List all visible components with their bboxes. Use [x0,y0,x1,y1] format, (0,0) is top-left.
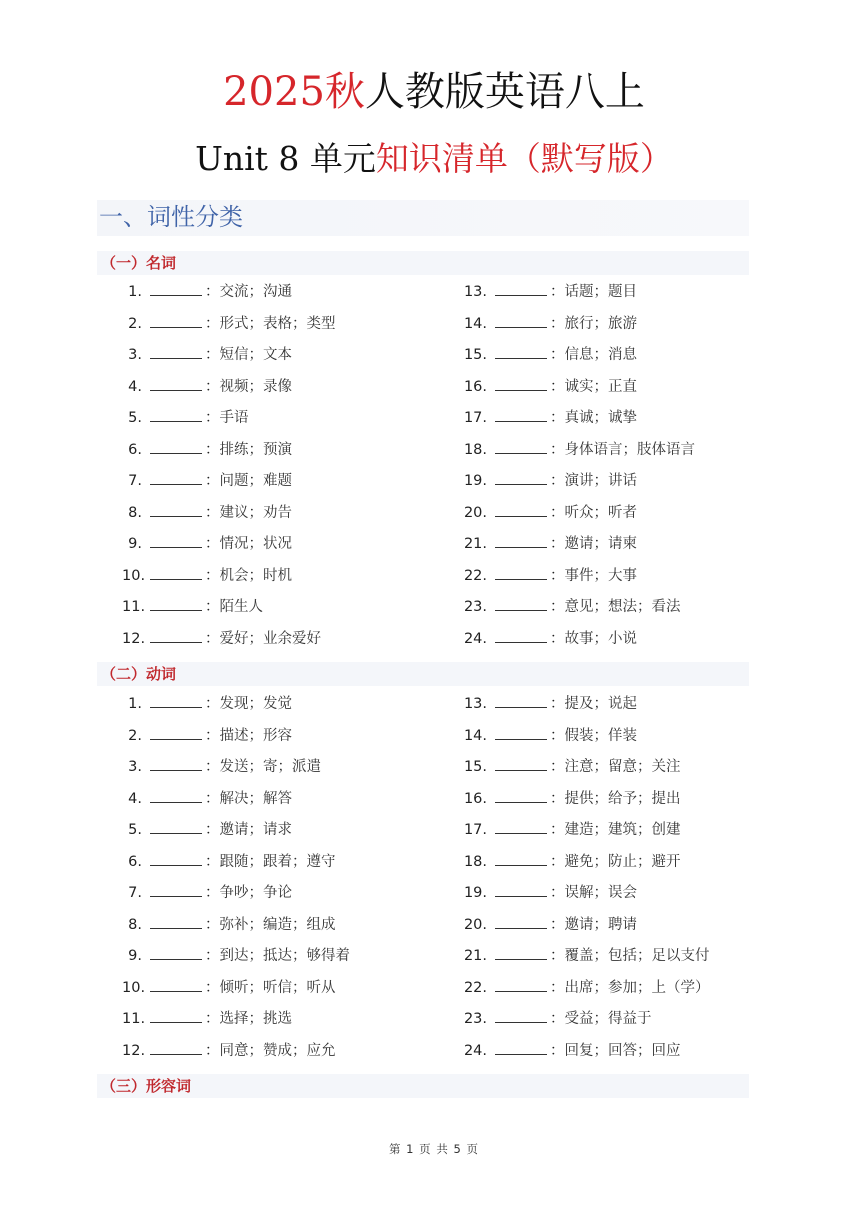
colon-separator: ： [550,885,565,901]
item-meaning: 手语 [219,410,249,426]
item-meaning: 倾听；听信；听从 [219,979,336,996]
colon-separator: ： [205,1011,220,1027]
vocab-item [122,724,292,747]
colon-separator: ： [205,853,220,870]
vocab-item [122,564,292,587]
vocab-item [463,469,637,492]
page-footer: 第 1 页 共 5 页 [389,1142,479,1156]
item-meaning: 排练；预演 [219,441,292,458]
vocab-row [0,532,868,564]
item-number: 12. [122,630,146,647]
item-meaning: 提供；给予；提出 [564,790,681,807]
title-rest: 人教版英语八上 [364,69,645,115]
vocab-item [122,438,292,461]
item-number: 5. [128,822,142,838]
answer-blank[interactable] [495,692,547,708]
vocab-item [463,818,681,841]
vocab-row [0,1039,868,1071]
answer-blank[interactable] [150,343,202,359]
answer-blank[interactable] [495,532,547,548]
colon-separator: ： [205,315,220,332]
vocab-item [122,375,292,398]
item-meaning: 到达；抵达；够得着 [219,948,350,964]
item-number: 20. [463,504,487,521]
answer-blank[interactable] [150,755,202,771]
vocab-row [0,312,868,344]
item-meaning: 交流；沟通 [219,284,292,300]
vocab-item [463,280,637,303]
item-meaning: 发送；寄；派遣 [219,759,321,775]
item-number: 15. [463,347,487,363]
answer-blank[interactable] [495,976,547,992]
answer-blank[interactable] [495,881,547,897]
colon-separator: ： [205,284,220,300]
colon-separator: ： [205,536,220,552]
answer-blank[interactable] [150,724,202,740]
item-number: 6. [128,853,142,870]
vocab-row [0,564,868,596]
item-meaning: 建造；建筑；创建 [564,822,681,838]
answer-blank[interactable] [495,724,547,740]
colon-separator: ： [205,410,220,426]
vocab-item [122,944,350,967]
colon-separator: ： [550,727,565,744]
vocab-row [0,913,868,945]
item-number: 4. [128,790,142,807]
item-number: 6. [128,441,142,458]
colon-separator: ： [550,410,565,426]
answer-blank[interactable] [150,501,202,517]
vocab-row [0,1007,868,1039]
item-number: 15. [463,759,487,775]
answer-blank[interactable] [495,280,547,296]
answer-blank[interactable] [495,1039,547,1055]
vocab-item [463,564,637,587]
answer-blank[interactable] [150,564,202,580]
vocab-row [0,755,868,787]
colon-separator: ： [550,696,565,712]
item-meaning: 邀请；请求 [219,822,292,838]
answer-blank[interactable] [495,406,547,422]
group-heading-adjectives: （三）形容词 [97,1074,749,1098]
colon-separator: ： [205,441,220,458]
answer-blank[interactable] [495,375,547,391]
colon-separator: ： [205,727,220,744]
item-meaning: 出席；参加；上（学） [564,979,710,996]
colon-separator: ： [550,1042,565,1059]
item-number: 12. [122,1042,146,1059]
item-meaning: 演讲；讲话 [564,473,637,489]
vocab-item [122,343,292,366]
colon-separator: ： [550,504,565,521]
vocab-item [122,1039,336,1062]
answer-blank[interactable] [150,944,202,960]
item-number: 1. [128,696,142,712]
vocab-item [122,755,321,778]
colon-separator: ： [550,347,565,363]
vocab-row [0,343,868,375]
answer-blank[interactable] [150,532,202,548]
answer-blank[interactable] [150,627,202,643]
vocab-row [0,501,868,533]
answer-blank[interactable] [150,1007,202,1023]
vocab-item [122,312,336,335]
item-meaning: 机会；时机 [219,567,292,584]
colon-separator: ： [550,599,565,615]
answer-blank[interactable] [495,343,547,359]
group-heading-nouns: （一）名词 [97,251,749,275]
answer-blank[interactable] [495,818,547,834]
colon-separator: ： [550,315,565,332]
item-number: 10. [122,979,146,996]
colon-separator: ： [550,284,565,300]
answer-blank[interactable] [150,818,202,834]
vocab-item [122,406,249,429]
page-subtitle [0,138,868,180]
vocab-item [463,850,681,873]
item-meaning: 同意；赞成；应允 [219,1042,336,1059]
item-meaning: 爱好；业余爱好 [219,630,321,647]
answer-blank[interactable] [495,595,547,611]
colon-separator: ： [550,853,565,870]
vocab-item [122,692,292,715]
vocab-row [0,881,868,913]
vocab-item [122,913,336,936]
vocab-item [122,976,336,999]
item-number: 10. [122,567,146,584]
vocab-item [463,692,637,715]
item-number: 24. [463,1042,487,1059]
answer-blank[interactable] [495,501,547,517]
vocab-item [122,818,292,841]
item-number: 2. [128,727,142,744]
vocab-item [463,375,637,398]
colon-separator: ： [550,790,565,807]
vocab-item [463,913,637,936]
item-number: 4. [128,378,142,395]
item-number: 16. [463,790,487,807]
vocab-item [122,595,263,618]
vocab-row [0,627,868,659]
colon-separator: ： [205,790,220,807]
colon-separator: ： [550,979,565,996]
answer-blank[interactable] [150,438,202,454]
item-meaning: 情况；状况 [219,536,292,552]
vocab-item [463,976,710,999]
title-year: 2025 [223,69,325,115]
answer-blank[interactable] [150,913,202,929]
item-number: 11. [122,1011,146,1027]
answer-blank[interactable] [495,755,547,771]
item-number: 9. [128,948,142,964]
colon-separator: ： [205,567,220,584]
vocab-item [463,501,637,524]
item-meaning: 避免；防止；避开 [564,853,681,870]
item-meaning: 视频；录像 [219,378,292,395]
item-number: 11. [122,599,146,615]
colon-separator: ： [550,916,565,933]
item-meaning: 身体语言；肢体语言 [564,441,695,458]
item-meaning: 受益；得益于 [564,1011,652,1027]
item-meaning: 短信；文本 [219,347,292,363]
item-number: 17. [463,410,487,426]
item-number: 13. [463,696,487,712]
item-meaning: 建议；劝告 [219,504,292,521]
item-number: 3. [128,759,142,775]
colon-separator: ： [550,822,565,838]
answer-blank[interactable] [150,692,202,708]
answer-blank[interactable] [150,595,202,611]
vocab-item [122,532,292,555]
item-number: 3. [128,347,142,363]
colon-separator: ： [550,536,565,552]
item-number: 8. [128,504,142,521]
colon-separator: ： [205,473,220,489]
colon-separator: ： [550,1011,565,1027]
colon-separator: ： [205,347,220,363]
vocab-row [0,944,868,976]
vocab-row [0,850,868,882]
title-term: 秋 [324,69,365,115]
vocab-item [122,501,292,524]
item-meaning: 事件；大事 [564,567,637,584]
item-number: 16. [463,378,487,395]
answer-blank[interactable] [150,850,202,866]
colon-separator: ： [205,948,220,964]
answer-blank[interactable] [495,1007,547,1023]
vocab-row [0,976,868,1008]
colon-separator: ： [205,979,220,996]
item-number: 13. [463,284,487,300]
vocab-item [463,312,637,335]
colon-separator: ： [205,630,220,647]
answer-blank[interactable] [495,944,547,960]
vocab-item [463,1039,681,1062]
item-meaning: 形式；表格；类型 [219,315,336,332]
answer-blank[interactable] [495,913,547,929]
subtitle-highlight: 知识清单（默写版） [375,139,673,178]
answer-blank[interactable] [495,627,547,643]
item-number: 1. [128,284,142,300]
vocab-item [122,469,292,492]
answer-blank[interactable] [150,280,202,296]
item-number: 9. [128,536,142,552]
item-number: 18. [463,441,487,458]
vocab-row [0,595,868,627]
item-meaning: 解决；解答 [219,790,292,807]
answer-blank[interactable] [150,375,202,391]
item-number: 7. [128,885,142,901]
item-number: 5. [128,410,142,426]
item-number: 22. [463,567,487,584]
vocab-item [463,944,710,967]
vocab-item [463,595,681,618]
colon-separator: ： [550,378,565,395]
item-meaning: 陌生人 [219,599,263,615]
vocab-item [463,755,681,778]
item-meaning: 信息；消息 [564,347,637,363]
vocab-row [0,280,868,312]
item-meaning: 回复；回答；回应 [564,1042,681,1059]
item-meaning: 故事；小说 [564,630,637,647]
item-meaning: 选择；挑选 [219,1011,292,1027]
vocab-item [122,787,292,810]
item-meaning: 描述；形容 [219,727,292,744]
item-number: 20. [463,916,487,933]
answer-blank[interactable] [150,976,202,992]
answer-blank[interactable] [495,469,547,485]
group-heading-verbs: （二）动词 [97,662,749,686]
item-number: 23. [463,599,487,615]
item-number: 14. [463,315,487,332]
answer-blank[interactable] [495,564,547,580]
vocab-item [122,627,321,650]
item-number: 14. [463,727,487,744]
colon-separator: ： [550,441,565,458]
answer-blank[interactable] [150,1039,202,1055]
item-meaning: 邀请；聘请 [564,916,637,933]
item-meaning: 提及；说起 [564,696,637,712]
vocab-item [463,881,637,904]
item-number: 22. [463,979,487,996]
colon-separator: ： [550,759,565,775]
item-meaning: 覆盖；包括；足以支付 [564,948,710,964]
vocab-item [122,280,292,303]
vocab-item [122,881,292,904]
colon-separator: ： [205,696,220,712]
item-number: 7. [128,473,142,489]
vocab-item [463,532,637,555]
vocab-row [0,724,868,756]
item-number: 2. [128,315,142,332]
vocab-item [463,343,637,366]
colon-separator: ： [205,599,220,615]
vocab-item [463,627,637,650]
item-number: 18. [463,853,487,870]
vocab-item [122,1007,292,1030]
answer-blank[interactable] [495,787,547,803]
vocab-row [0,818,868,850]
colon-separator: ： [205,822,220,838]
vocab-row [0,438,868,470]
answer-blank[interactable] [150,406,202,422]
item-meaning: 旅行；旅游 [564,315,637,332]
answer-blank[interactable] [150,881,202,897]
vocab-item [122,850,336,873]
item-meaning: 假装；佯装 [564,727,637,744]
vocab-item [463,1007,652,1030]
item-meaning: 听众；听者 [564,504,637,521]
colon-separator: ： [550,630,565,647]
page-title [0,68,868,116]
item-number: 8. [128,916,142,933]
colon-separator: ： [550,948,565,964]
item-meaning: 跟随；跟着；遵守 [219,853,336,870]
item-number: 21. [463,536,487,552]
colon-separator: ： [205,916,220,933]
item-number: 23. [463,1011,487,1027]
vocab-row [0,692,868,724]
item-meaning: 意见；想法；看法 [564,599,681,615]
item-meaning: 真诚；诚挚 [564,410,637,426]
subtitle-prefix: Unit 8 单元 [195,139,376,178]
item-meaning: 误解；误会 [564,885,637,901]
colon-separator: ： [205,504,220,521]
item-meaning: 弥补；编造；组成 [219,916,336,933]
item-meaning: 诚实；正直 [564,378,637,395]
item-meaning: 发现；发觉 [219,696,292,712]
colon-separator: ： [550,473,565,489]
answer-blank[interactable] [495,850,547,866]
answer-blank[interactable] [150,469,202,485]
item-number: 21. [463,948,487,964]
item-number: 24. [463,630,487,647]
item-number: 19. [463,473,487,489]
colon-separator: ： [550,567,565,584]
answer-blank[interactable] [495,312,547,328]
colon-separator: ： [205,759,220,775]
vocab-item [463,724,637,747]
colon-separator: ： [205,378,220,395]
answer-blank[interactable] [150,312,202,328]
item-number: 17. [463,822,487,838]
section-title: 一、词性分类 [97,200,749,236]
item-meaning: 话题；题目 [564,284,637,300]
answer-blank[interactable] [495,438,547,454]
vocab-item [463,787,681,810]
item-meaning: 邀请；请柬 [564,536,637,552]
vocab-row [0,469,868,501]
item-number: 19. [463,885,487,901]
vocab-item [463,438,695,461]
colon-separator: ： [205,1042,220,1059]
item-meaning: 问题；难题 [219,473,292,489]
vocab-row [0,787,868,819]
item-meaning: 注意；留意；关注 [564,759,681,775]
vocab-row [0,406,868,438]
colon-separator: ： [205,885,220,901]
item-meaning: 争吵；争论 [219,885,292,901]
answer-blank[interactable] [150,787,202,803]
vocab-item [463,406,637,429]
vocab-row [0,375,868,407]
